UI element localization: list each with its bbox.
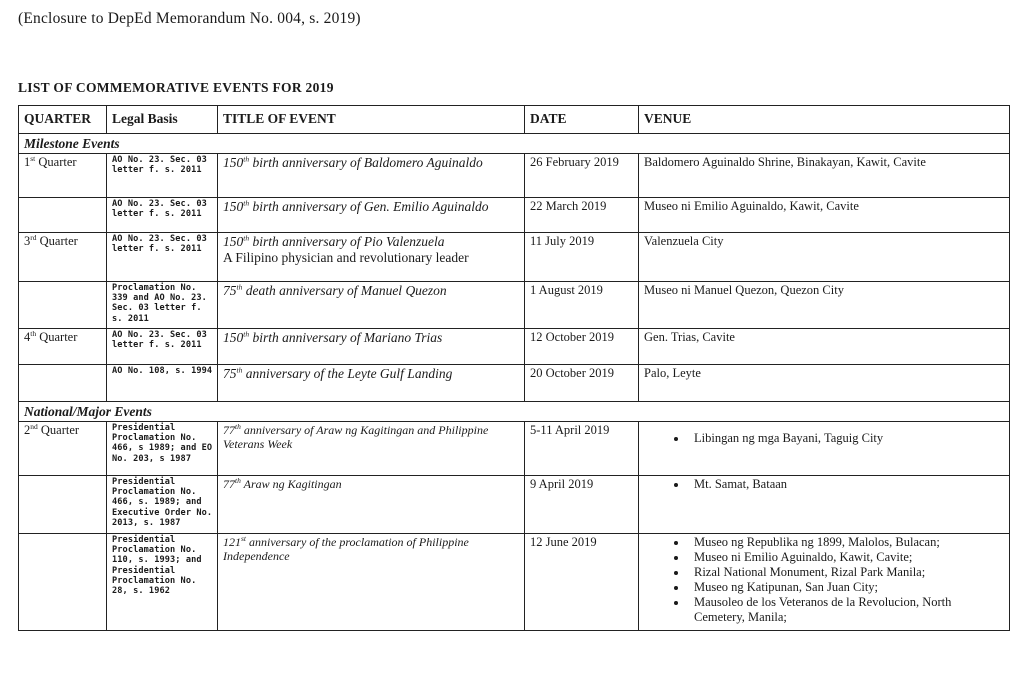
table-row bbox=[19, 329, 1010, 365]
table-row bbox=[19, 534, 1010, 631]
event-title-cell: 77th anniversary of Araw ng Kagitingan and Philippine Veterans Week bbox=[218, 422, 525, 476]
event-title-cell: 150th birth anniversary of Baldomero Aguinaldo bbox=[218, 154, 525, 198]
date-cell: 1 August 2019 bbox=[525, 282, 639, 329]
quarter-cell bbox=[19, 282, 107, 329]
event-title-cell: 150th birth anniversary of Mariano Trias bbox=[218, 329, 525, 365]
table-row bbox=[19, 282, 1010, 329]
venue-item: • Mt. Samat, Bataan bbox=[688, 477, 1005, 492]
date-cell: 11 July 2019 bbox=[525, 233, 639, 282]
section-label-milestone: Milestone Events bbox=[19, 134, 1010, 154]
section-label-national: National/Major Events bbox=[19, 402, 1010, 422]
event-title-cell: 75th anniversary of the Leyte Gulf Landing bbox=[218, 365, 525, 402]
section-row-national bbox=[19, 402, 1010, 422]
venue-item: • Libingan ng mga Bayani, Taguig City bbox=[688, 431, 1005, 446]
event-title-cell: 121st anniversary of the proclamation of Philippine Independence bbox=[218, 534, 525, 631]
list-title: LIST OF COMMEMORATIVE EVENTS FOR 2019 bbox=[18, 80, 334, 95]
venue-cell: Gen. Trias, Cavite bbox=[639, 329, 1010, 365]
quarter-cell bbox=[19, 198, 107, 233]
legal-basis-cell: Proclamation No. 339 and AO No. 23. Sec. 03 letter f. s. 2011 bbox=[107, 282, 218, 329]
table-row bbox=[19, 476, 1010, 534]
legal-basis-cell: AO No. 23. Sec. 03 letter f. s. 2011 bbox=[107, 329, 218, 365]
venue-item: • Museo ni Emilio Aguinaldo, Kawit, Cavite; bbox=[688, 550, 1005, 565]
col-header-venue: VENUE bbox=[639, 106, 1010, 134]
table-header-row bbox=[19, 106, 1010, 134]
venue-item: • Museo ng Republika ng 1899, Malolos, Bulacan; bbox=[688, 535, 1005, 550]
events-table bbox=[18, 105, 1010, 631]
legal-basis-cell: Presidential Proclamation No. 466, s 1989; and EO No. 203, s 1987 bbox=[107, 422, 218, 476]
venue-list bbox=[644, 423, 1005, 446]
date-cell: 12 June 2019 bbox=[525, 534, 639, 631]
col-header-quarter: QUARTER bbox=[19, 106, 107, 134]
quarter-cell bbox=[19, 534, 107, 631]
table-row bbox=[19, 365, 1010, 402]
venue-item: • Museo ng Katipunan, San Juan City; bbox=[688, 580, 1005, 595]
venue-cell: Baldomero Aguinaldo Shrine, Binakayan, Kawit, Cavite bbox=[639, 154, 1010, 198]
venue-item: • Rizal National Monument, Rizal Park Manila; bbox=[688, 565, 1005, 580]
venue-cell: Valenzuela City bbox=[639, 233, 1010, 282]
legal-basis-cell: AO No. 23. Sec. 03 letter f. s. 2011 bbox=[107, 233, 218, 282]
col-header-date: DATE bbox=[525, 106, 639, 134]
venue-cell: Palo, Leyte bbox=[639, 365, 1010, 402]
table-row bbox=[19, 198, 1010, 233]
legal-basis-cell: AO No. 23. Sec. 03 letter f. s. 2011 bbox=[107, 198, 218, 233]
venue-cell: Museo ni Emilio Aguinaldo, Kawit, Cavite bbox=[639, 198, 1010, 233]
date-cell: 9 April 2019 bbox=[525, 476, 639, 534]
venue-list bbox=[644, 535, 1005, 625]
date-cell: 26 February 2019 bbox=[525, 154, 639, 198]
quarter-cell bbox=[19, 476, 107, 534]
quarter-cell: 3rd Quarter bbox=[19, 233, 107, 282]
col-header-legal-basis: Legal Basis bbox=[107, 106, 218, 134]
col-header-title: TITLE OF EVENT bbox=[218, 106, 525, 134]
enclosure-note: (Enclosure to DepEd Memorandum No. 004, s. 2019) bbox=[18, 10, 361, 27]
event-subtitle: A Filipino physician and revolutionary leader bbox=[223, 249, 469, 265]
date-cell: 12 October 2019 bbox=[525, 329, 639, 365]
quarter-cell: 4th Quarter bbox=[19, 329, 107, 365]
event-title-cell: 77th Araw ng Kagitingan bbox=[218, 476, 525, 534]
quarter-cell: 2nd Quarter bbox=[19, 422, 107, 476]
venue-item: • Mausoleo de los Veteranos de la Revolucion, North Cemetery, Manila; bbox=[688, 595, 1005, 625]
venue-cell: Museo ni Manuel Quezon, Quezon City bbox=[639, 282, 1010, 329]
venue-cell bbox=[639, 476, 1010, 534]
date-cell: 20 October 2019 bbox=[525, 365, 639, 402]
legal-basis-cell: AO No. 108, s. 1994 bbox=[107, 365, 218, 402]
date-cell: 5-11 April 2019 bbox=[525, 422, 639, 476]
legal-basis-cell: AO No. 23. Sec. 03 letter f. s. 2011 bbox=[107, 154, 218, 198]
event-title-cell: 75th death anniversary of Manuel Quezon bbox=[218, 282, 525, 329]
legal-basis-cell: Presidential Proclamation No. 466, s. 1989; and Executive Order No. 2013, s. 1987 bbox=[107, 476, 218, 534]
table-row bbox=[19, 154, 1010, 198]
venue-cell bbox=[639, 422, 1010, 476]
legal-basis-cell: Presidential Proclamation No. 110, s. 1993; and Presidential Proclamation No. 28, s. 1962 bbox=[107, 534, 218, 631]
event-title-cell: 150th birth anniversary of Pio Valenzuela A Filipino physician and revolutionary leader bbox=[218, 233, 525, 282]
quarter-cell bbox=[19, 365, 107, 402]
quarter-cell: 1st Quarter bbox=[19, 154, 107, 198]
section-row-milestone bbox=[19, 134, 1010, 154]
event-title-cell: 150th birth anniversary of Gen. Emilio Aguinaldo bbox=[218, 198, 525, 233]
venue-cell bbox=[639, 534, 1010, 631]
table-row bbox=[19, 422, 1010, 476]
table-row bbox=[19, 233, 1010, 282]
venue-list bbox=[644, 477, 1005, 492]
date-cell: 22 March 2019 bbox=[525, 198, 639, 233]
